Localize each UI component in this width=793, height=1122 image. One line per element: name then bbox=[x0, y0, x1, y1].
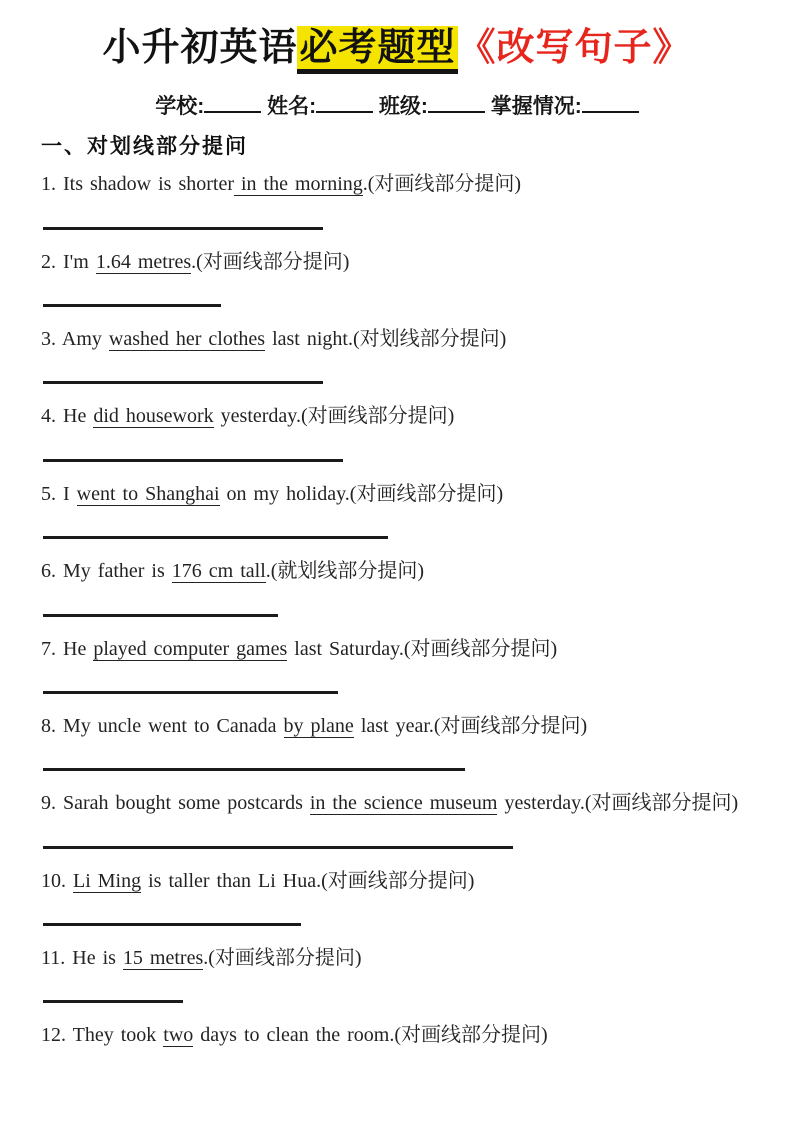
sentence-underlined-part: 176 cm tall bbox=[171, 560, 266, 583]
student-info-line bbox=[41, 90, 753, 119]
sentence-text: 2. I'm bbox=[41, 250, 96, 273]
answer-blank-line bbox=[43, 459, 343, 462]
sentence-text: is taller than Li Hua.(对画线部分提问) bbox=[141, 869, 475, 892]
sentence-underlined-part: by plane bbox=[283, 714, 354, 737]
question-item bbox=[41, 482, 747, 539]
info-field-label: 姓名: bbox=[267, 94, 317, 118]
info-field bbox=[379, 95, 485, 118]
info-field bbox=[155, 95, 261, 118]
sentence-text: 7. He bbox=[41, 637, 94, 660]
sentence-underlined-part: played computer games bbox=[93, 637, 288, 660]
info-field-label: 班级: bbox=[378, 94, 428, 118]
question-sentence bbox=[41, 637, 747, 661]
question-item bbox=[41, 714, 747, 771]
sentence-text: 4. He bbox=[41, 405, 94, 428]
sentence-text: last Saturday.(对画线部分提问) bbox=[287, 637, 558, 660]
sentence-underlined-part: in the morning bbox=[233, 173, 363, 196]
sentence-text: on my holiday.(对画线部分提问) bbox=[219, 482, 504, 505]
question-sentence bbox=[41, 327, 747, 351]
question-item bbox=[41, 946, 747, 1003]
sentence-text: 5. I bbox=[41, 482, 77, 505]
sentence-text: .(对画线部分提问) bbox=[203, 947, 362, 970]
answer-blank-line bbox=[43, 614, 278, 617]
answer-blank-line bbox=[43, 1000, 183, 1003]
answer-blank-line bbox=[43, 846, 513, 849]
answer-blank-line bbox=[43, 227, 323, 230]
question-sentence bbox=[41, 482, 747, 506]
question-list bbox=[41, 172, 747, 1048]
sentence-text: 12. They took bbox=[41, 1024, 164, 1047]
question-sentence bbox=[41, 946, 747, 970]
sentence-underlined-part: went to Shanghai bbox=[76, 482, 220, 505]
question-item bbox=[41, 869, 747, 926]
question-sentence bbox=[41, 1023, 747, 1047]
answer-blank-line bbox=[43, 923, 301, 926]
question-sentence bbox=[41, 559, 747, 583]
sentence-underlined-part: two bbox=[163, 1024, 194, 1047]
title-part-red: 《改写句子》 bbox=[457, 27, 692, 69]
question-item bbox=[41, 637, 747, 694]
sentence-text: 8. My uncle went to Canada bbox=[41, 714, 284, 737]
question-item bbox=[41, 559, 747, 616]
page-title bbox=[41, 26, 753, 71]
question-item bbox=[41, 404, 747, 461]
info-field-blank-line bbox=[428, 90, 485, 113]
sentence-text: 6. My father is bbox=[41, 560, 172, 583]
title-part-highlighted: 必考题型 bbox=[297, 26, 457, 74]
sentence-text: yesterday.(对画线部分提问) bbox=[213, 405, 455, 428]
info-field bbox=[491, 95, 639, 118]
sentence-text: 10. bbox=[41, 869, 73, 892]
sentence-text: 9. Sarah bought some postcards bbox=[41, 792, 310, 815]
sentence-text: days to clean the room.(对画线部分提问) bbox=[193, 1024, 548, 1047]
answer-blank-line bbox=[43, 536, 388, 539]
title-part-black: 小升初英语 bbox=[102, 27, 298, 69]
sentence-underlined-part: washed her clothes bbox=[108, 327, 266, 350]
sentence-underlined-part: did housework bbox=[93, 405, 214, 428]
question-item bbox=[41, 327, 747, 384]
sentence-text: .(对画线部分提问) bbox=[362, 173, 522, 196]
answer-blank-line bbox=[43, 381, 323, 384]
question-sentence bbox=[41, 404, 747, 428]
question-sentence bbox=[41, 714, 747, 738]
sentence-underlined-part: 15 metres bbox=[122, 947, 204, 970]
sentence-underlined-part: 1.64 metres bbox=[95, 250, 192, 273]
sentence-text: .(对画线部分提问) bbox=[191, 250, 350, 273]
section-heading: 一、对划线部分提问 bbox=[41, 135, 248, 159]
sentence-underlined-part: Li Ming bbox=[73, 869, 142, 892]
info-field-label: 学校: bbox=[155, 94, 205, 118]
question-sentence bbox=[41, 869, 747, 893]
sentence-text: yesterday.(对画线部分提问) bbox=[497, 792, 739, 815]
question-item bbox=[41, 172, 747, 229]
info-field bbox=[267, 95, 373, 118]
question-item bbox=[41, 1023, 747, 1047]
answer-blank-line bbox=[43, 691, 338, 694]
sentence-text: last night.(对划线部分提问) bbox=[265, 327, 507, 350]
question-sentence bbox=[41, 791, 747, 815]
info-field-label: 掌握情况: bbox=[490, 94, 582, 118]
info-field-blank-line bbox=[582, 90, 639, 113]
answer-blank-line bbox=[43, 768, 465, 771]
sentence-text: 3. Amy bbox=[41, 327, 109, 350]
question-item bbox=[41, 250, 747, 307]
sentence-text: last year.(对画线部分提问) bbox=[353, 714, 588, 737]
info-field-blank-line bbox=[316, 90, 373, 113]
question-item bbox=[41, 791, 747, 848]
question-sentence bbox=[41, 250, 747, 274]
answer-blank-line bbox=[43, 304, 221, 307]
sentence-underlined-part: in the science museum bbox=[309, 792, 498, 815]
info-field-blank-line bbox=[204, 90, 261, 113]
sentence-text: .(就划线部分提问) bbox=[265, 560, 425, 583]
question-sentence bbox=[41, 172, 747, 196]
sentence-text: 1. Its shadow is shorter bbox=[41, 173, 234, 196]
sentence-text: 11. He is bbox=[41, 947, 123, 970]
